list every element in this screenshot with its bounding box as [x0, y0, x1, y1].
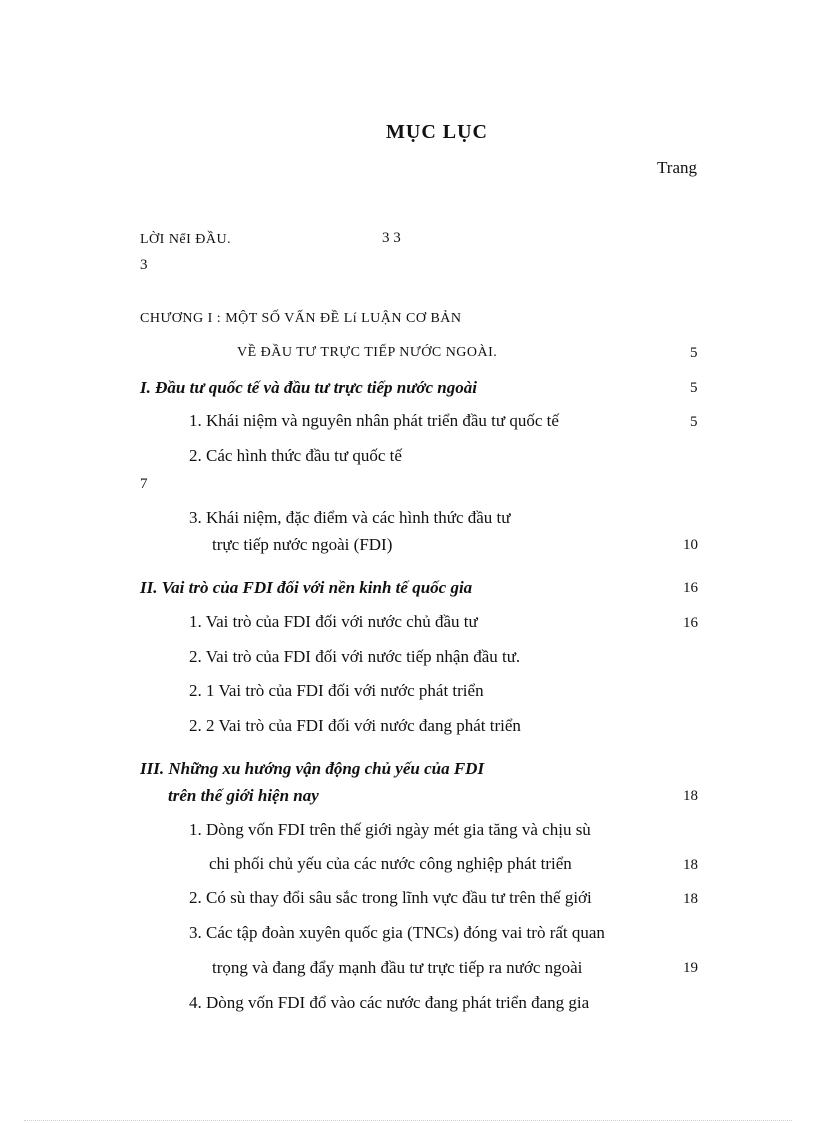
- toc-entry-text: 1. Khái niệm và nguyên nhân phát triển đầu tư quốc tế: [189, 411, 559, 430]
- toc-entry-text: 3. Khái niệm, đặc điểm và các hình thức đầu tư: [189, 508, 511, 527]
- toc-entry-text: 3. Các tập đoàn xuyên quốc gia (TNCs) đóng vai trò rất quan: [189, 923, 605, 942]
- section-heading: II. Vai trò của FDI đối với nền kinh tế quốc gia: [140, 578, 473, 597]
- toc-entry-text: 7: [140, 476, 148, 492]
- toc-entry-text: 2. Các hình thức đầu tư quốc tế: [189, 446, 402, 465]
- page-bottom-divider: [24, 1120, 792, 1121]
- toc-entry-page: 16: [683, 615, 698, 631]
- toc-entry-text: trọng và đang đẩy mạnh đầu tư trực tiếp ra nước ngoài: [212, 958, 583, 977]
- toc-entry-text: 1. Vai trò của FDI đối với nước chủ đầu tư: [189, 612, 478, 631]
- page-column-header: Trang: [657, 158, 697, 177]
- page-title: MỤC LỤC: [386, 121, 488, 143]
- toc-entry-text: chi phối chủ yếu của các nước công nghiệp phát triển: [209, 854, 572, 873]
- toc-entry-page: 18: [683, 857, 698, 873]
- toc-entry-page: 10: [683, 537, 698, 553]
- toc-entry-text: 4. Dòng vốn FDI đổ vào các nước đang phát triển đang gia: [189, 993, 590, 1012]
- toc-entry-page: 3 3: [382, 230, 401, 246]
- toc-entry-text: 2. 1 Vai trò của FDI đối với nước phát triển: [189, 681, 484, 700]
- toc-entry-page: 5: [690, 414, 698, 430]
- section-heading: III. Những xu hướng vận động chủ yếu của FDI: [140, 759, 485, 778]
- section-heading: I. Đầu tư quốc tế và đầu tư trực tiếp nước ngoài: [140, 378, 477, 397]
- toc-entry-text: 1. Dòng vốn FDI trên thế giới ngày mét gia tăng và chịu sù: [189, 820, 591, 839]
- toc-entry-text: 2. Có sù thay đổi sâu sắc trong lĩnh vực đầu tư trên thế giới: [189, 888, 592, 907]
- toc-entry-page: 16: [683, 580, 698, 596]
- toc-entry-page: 18: [683, 788, 698, 804]
- toc-entry-page: 18: [683, 891, 698, 907]
- chapter-heading-cont: VỀ ĐẦU TƯ TRỰC TIẾP NƯỚC NGOÀI.: [237, 345, 498, 360]
- toc-entry-text: 3: [140, 257, 148, 273]
- toc-entry-page: 5: [690, 345, 698, 361]
- toc-entry-text: 2. Vai trò của FDI đối với nước tiếp nhận đầu tư.: [189, 647, 521, 666]
- toc-entry-page: 19: [683, 960, 698, 976]
- toc-entry-text: trực tiếp nước ngoài (FDI): [212, 535, 393, 554]
- toc-entry-page: 5: [690, 380, 698, 396]
- toc-entry-text: 2. 2 Vai trò của FDI đối với nước đang phát triển: [189, 716, 521, 735]
- section-heading-cont: trên thế giới hiện nay: [168, 786, 319, 805]
- chapter-heading: CHƯƠNG I : MỘT SỐ VẤN ĐỀ Lí LUẬN CƠ BẢN: [140, 311, 462, 326]
- toc-entry-text: LỜI NểI ĐẦU.: [140, 232, 232, 247]
